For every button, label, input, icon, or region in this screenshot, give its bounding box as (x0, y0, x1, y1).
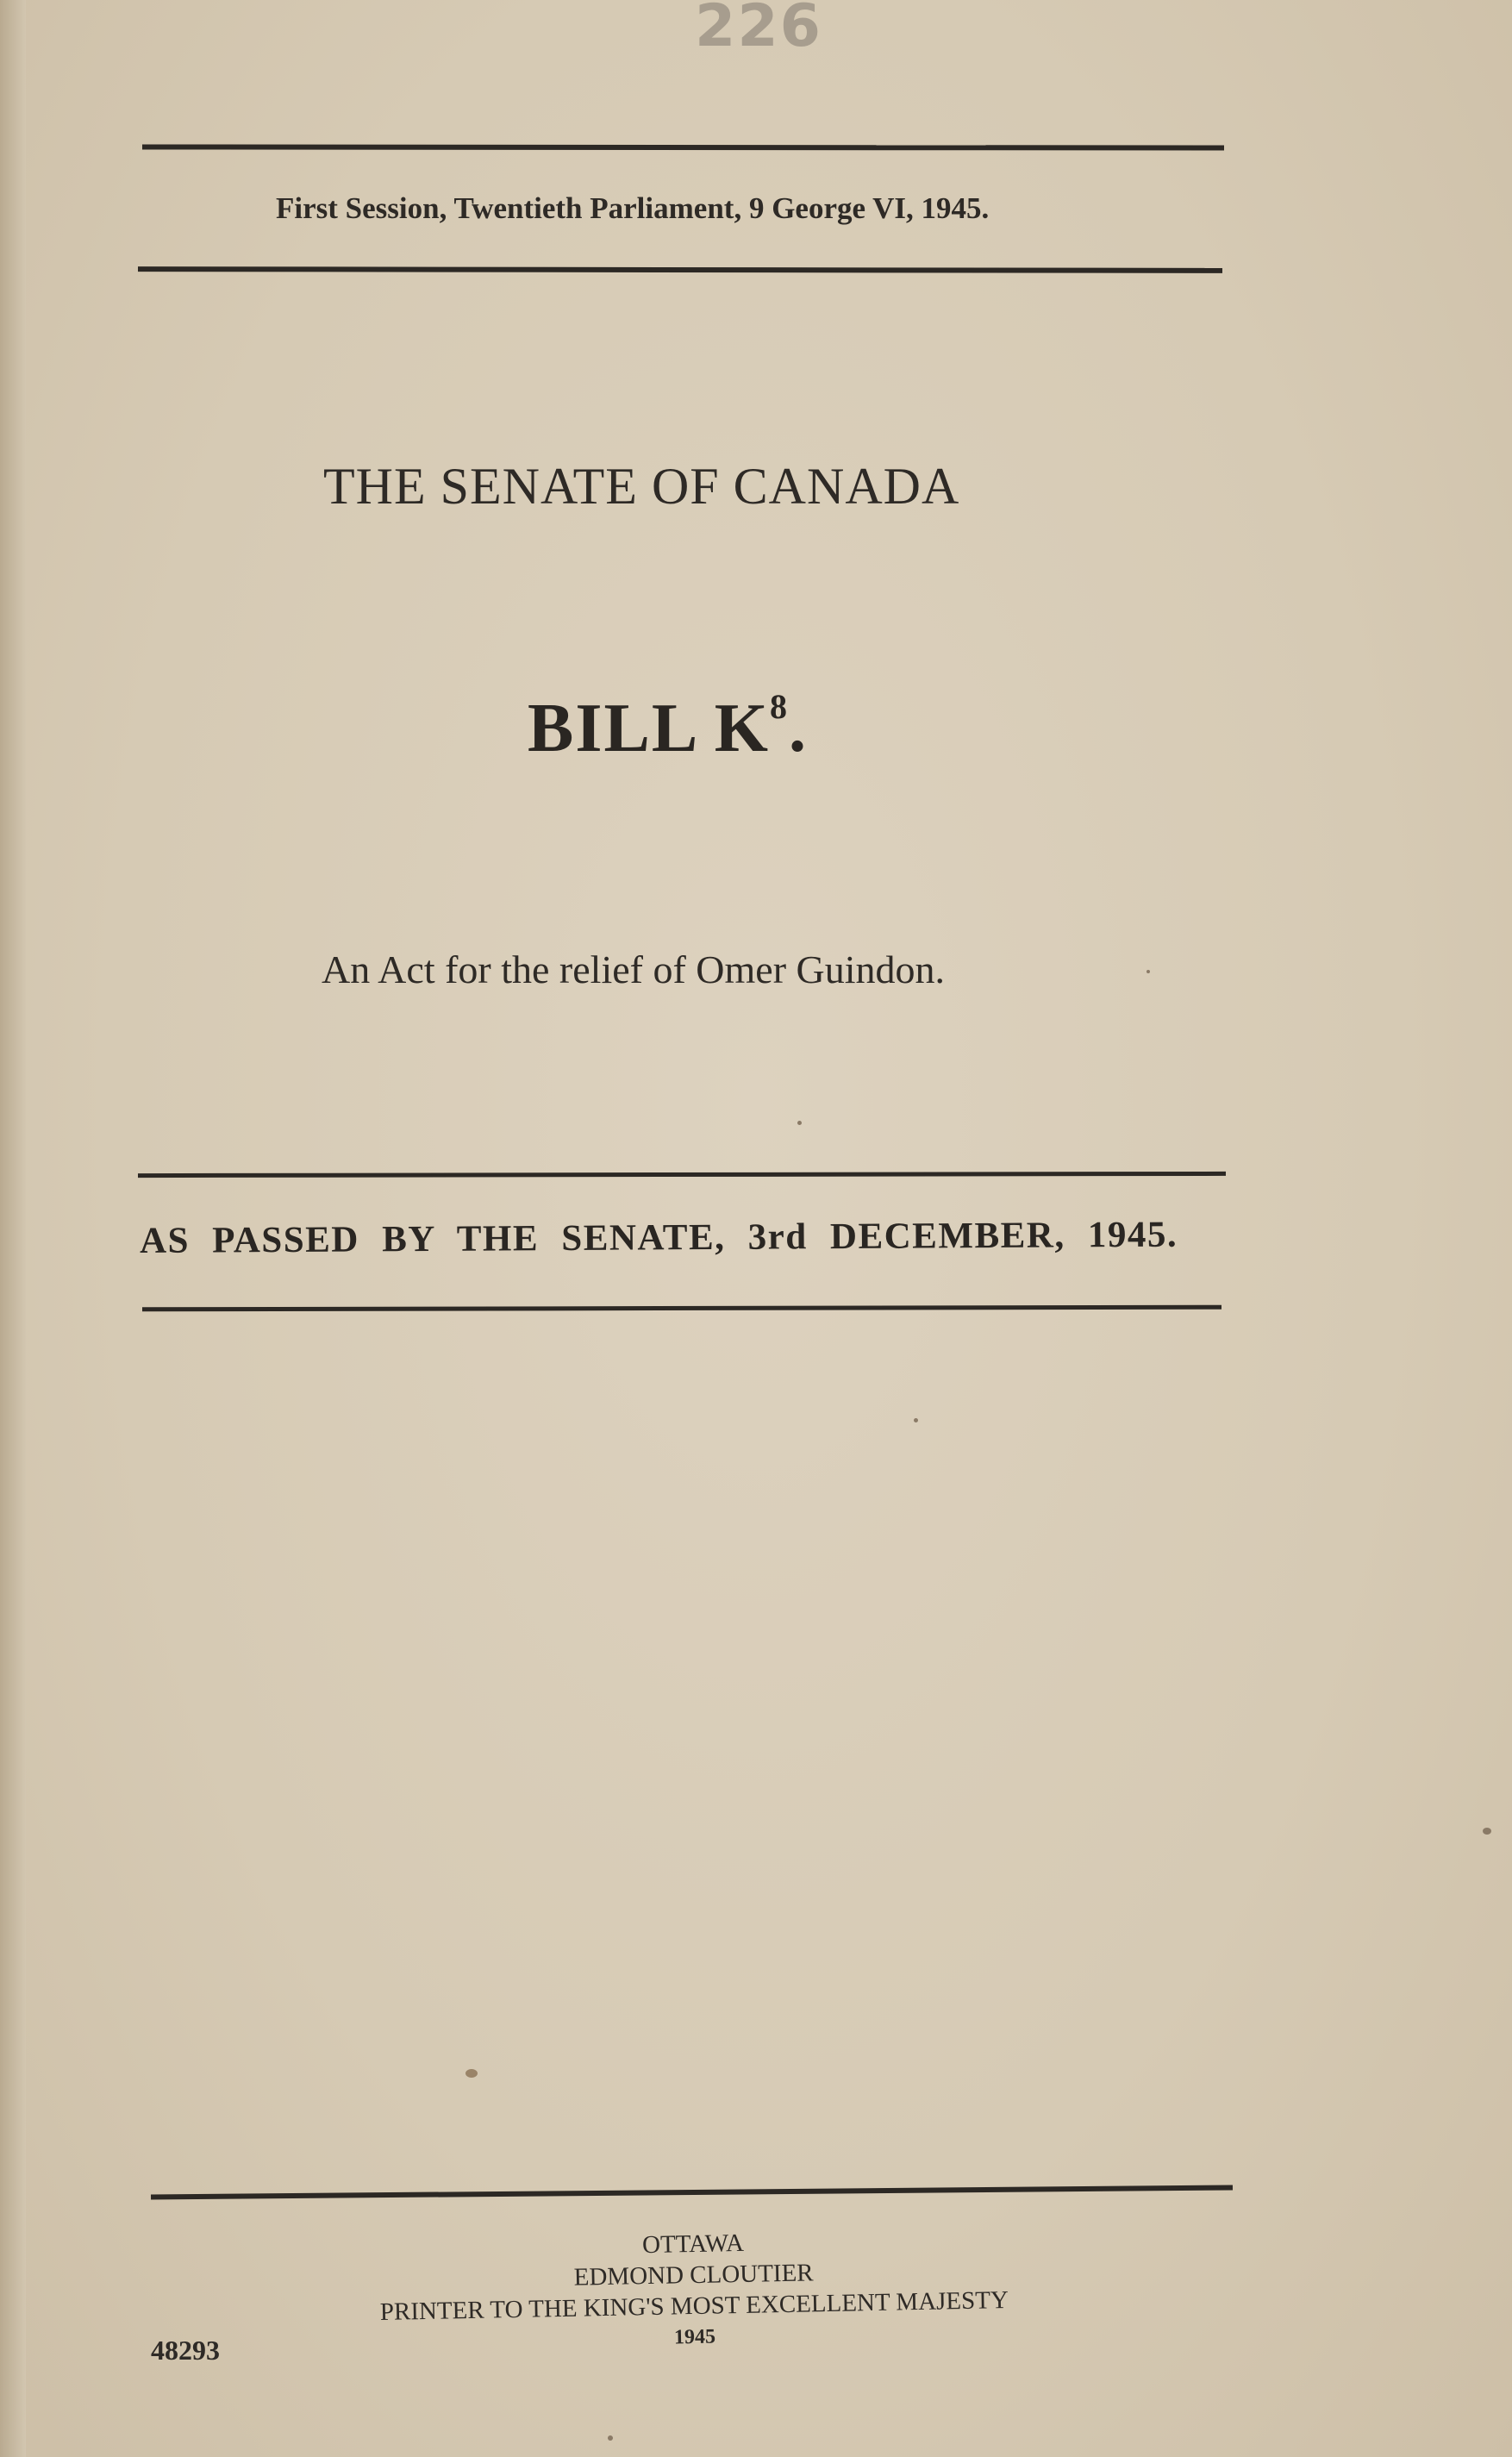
bill-superscript: 8 (770, 687, 790, 726)
bill-prefix: BILL K (528, 691, 771, 766)
paper-speck (797, 1121, 802, 1125)
imprint-printer-name: EDMOND CLOUTIER (573, 2259, 814, 2291)
paper-speck (1146, 970, 1150, 973)
top-rule (142, 144, 1224, 150)
page-number-stamp: 226 (695, 0, 822, 60)
chamber-title: THE SENATE OF CANADA (323, 458, 960, 515)
bill-suffix: . (789, 691, 809, 766)
imprint-rule (151, 2185, 1233, 2200)
imprint-city: OTTAWA (641, 2229, 745, 2260)
header-bottom-rule (138, 266, 1222, 273)
paper-blemish (465, 2069, 478, 2078)
paper-speck (914, 1418, 918, 1422)
status-bottom-rule (142, 1305, 1221, 1312)
printer-imprint (292, 2221, 1097, 2360)
document-number: 48293 (151, 2335, 220, 2366)
paper-speck (1483, 1828, 1491, 1835)
session-line: First Session, Twentieth Parliament, 9 George VI, 1945. (276, 191, 990, 225)
passed-status: AS PASSED BY THE SENATE, 3rd DECEMBER, 1945. (139, 1214, 1178, 1261)
imprint-printer-title: PRINTER TO THE KING'S MOST EXCELLENT MAJESTY (379, 2286, 1009, 2326)
status-top-rule (138, 1172, 1226, 1178)
bill-title (528, 687, 809, 768)
page-edge-shadow (0, 0, 26, 2457)
imprint-year: 1945 (673, 2325, 716, 2349)
paper-speck (608, 2435, 613, 2441)
act-description: An Act for the relief of Omer Guindon. (322, 947, 946, 991)
